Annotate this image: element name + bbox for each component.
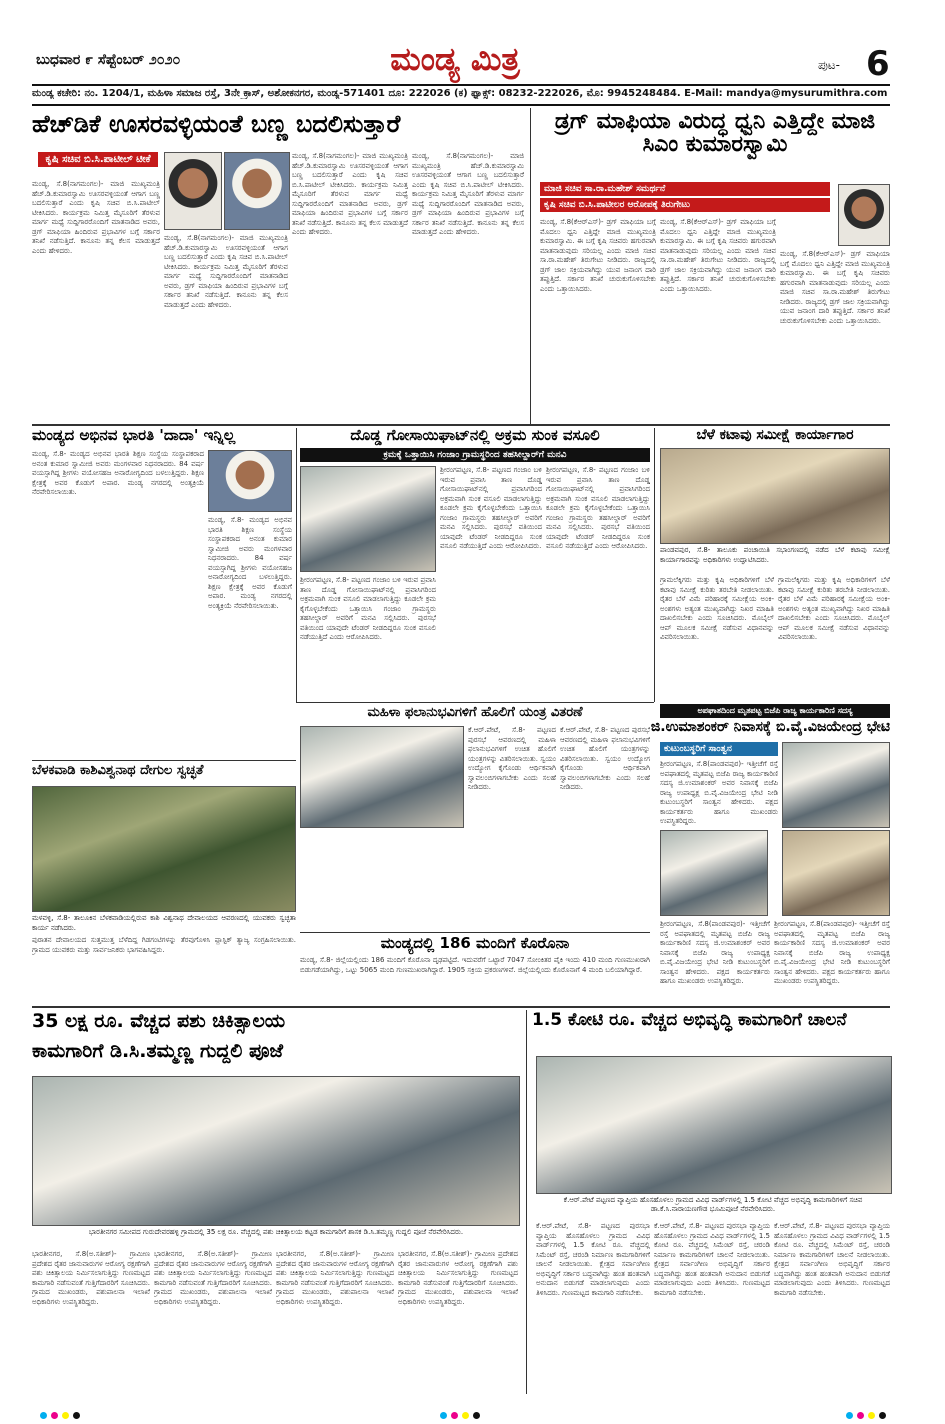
headline-gosaighat: ದೊಡ್ಡ ಗೋಸಾಯಿಘಾಟ್‌ನಲ್ಲಿ ಅಕ್ರಮ ಸುಂಕ ವಸೂಲಿ <box>350 426 600 444</box>
a12-body-col1: ಕೆ.ಆರ್.ಪೇಟೆ, ಸೆ.8- ಪಟ್ಟಣದ ಪುರಸಭಾ ವ್ಯಾಪ್ತಿಯ ಹೊಸಹೊಳಲು ಗ್ರಾಮದ ವಿವಿಧ ವಾರ್ಡ್‌ಗಳಲ್ಲಿ 1.5 ಕೋಟಿ ರೂ. ವೆಚ್ಚದಲ್ಲಿ ಸಿಮೆಂಟ್ ರಸ್ತೆ, ಚರಂಡಿ ನಿರ್ಮಾಣ ಕಾಮಗಾರಿಗಳಿಗೆ ಚಾಲನೆ ನೀಡಲಾಯಿತು. ಕ್ಷೇತ್ರದ ಸರ್ವಾಂಗೀಣ ಅಭಿವೃದ್ಧಿಗೆ ಸರ್ಕಾರ ಬದ್ಧವಾಗಿದ್ದು ಹಂತ ಹಂತವಾಗಿ ಅನುದಾನ ಬಿಡುಗಡೆ ಮಾಡಲಾಗುವುದು ಎಂದು ತಿಳಿಸಿದರು. ಗುಣಮಟ್ಟದ ಕಾಮಗಾರಿ ನಡೆಸಬೇಕು. <box>536 1222 650 1297</box>
a7-body: ಪುರಾತನ ದೇವಾಲಯದ ಸುತ್ತಮುತ್ತ ಬೆಳೆದಿದ್ದ ಗಿಡಗಂಟಿಗಳನ್ನು ತೆರವುಗೊಳಿಸಿ ಪ್ಲಾಸ್ಟಿಕ್ ತ್ಯಾಜ್ಯ ಸಂಗ್ರಹಿಸಲಾಯಿತು. ಗ್ರಾಮದ ಯುವಕರು ಮತ್ತು ಸಾರ್ವಜನಿಕರು ಭಾಗವಹಿಸಿದ್ದರು. <box>32 936 296 954</box>
photo-vijayendra-3 <box>782 830 890 916</box>
office-address: ಮಂಡ್ಯ ಕಚೇರಿ: ನಂ. 1204/1, ಮಹಿಳಾ ಸಮಾಜ ರಸ್ತೆ, 3ನೇ ಕ್ರಾಸ್, ಅಶೋಕನಗರ, ಮಂಡ್ಯ-571401 ದೂ: 222026 (ಕ) ಫ್ಯಾಕ್ಸ್: 08232-222026, ಮೊ: 9945248484. E-Mail: mandya@mysurumithra.com <box>32 88 888 99</box>
column-divider-4 <box>526 1010 527 1394</box>
photo-bc-patil <box>164 152 222 230</box>
column-divider <box>530 108 531 424</box>
a4-body-col3: ಶ್ರೀರಂಗಪಟ್ಟಣ, ಸೆ.8- ಪಟ್ಟಣದ ಗಂಜಾಂ ಬಳಿ ಇರುವ ಪ್ರವಾಸಿ ತಾಣ ದೊಡ್ಡ ಗೋಸಾಯಿಘಾಟ್‌ನಲ್ಲಿ ಪ್ರವಾಸಿಗರಿಂದ ಅಕ್ರಮವಾಗಿ ಸುಂಕ ವಸೂಲಿ ಮಾಡಲಾಗುತ್ತಿದ್ದು ಕೂಡಲೇ ಕ್ರಮ ಕೈಗೊಳ್ಳಬೇಕೆಂದು ಒತ್ತಾಯಿಸಿ ಗಂಜಾಂ ಗ್ರಾಮಸ್ಥರು ತಹಸೀಲ್ದಾರ್ ಅವರಿಗೆ ಮನವಿ ಸಲ್ಲಿಸಿದರು. ಪುರಸಭೆ ವತಿಯಿಂದ ಯಾವುದೇ ಟೆಂಡರ್ ನೀಡದಿದ್ದರೂ ಸುಂಕ ವಸೂಲಿ ನಡೆಯುತ್ತಿದೆ ಎಂದು ಆರೋಪಿಸಿದರು. <box>546 466 650 550</box>
a8-body: ಮಂಡ್ಯ, ಸೆ.8- ಜಿಲ್ಲೆಯಲ್ಲಿಂದು 186 ಮಂದಿಗೆ ಕೊರೊನಾ ದೃಢಪಟ್ಟಿದೆ. ಇದುವರೆಗೆ ಒಟ್ಟಾರೆ 7047 ಸೋಂಕಿತರ ಪೈಕಿ ಇಂದು 410 ಮಂದಿ ಗುಣಮುಖರಾಗಿ ಬಿಡುಗಡೆಯಾಗಿದ್ದು, ಒಟ್ಟು 5065 ಮಂದಿ ಗುಣಮುಖರಾಗಿದ್ದಾರೆ. 1905 ಸಕ್ರಿಯ ಪ್ರಕರಣಗಳಿವೆ. ಜಿಲ್ಲೆಯಲ್ಲಿಂದು ಕೊರೊನಾಗೆ 4 ಮಂದಿ ಬಲಿಯಾಗಿದ್ದಾರೆ. <box>300 956 650 974</box>
a1-body-col4: ಮಂಡ್ಯ, ಸೆ.8(ನಾಗಮಂಗಲ)- ಮಾಜಿ ಮುಖ್ಯಮಂತ್ರಿ ಹೆಚ್.ಡಿ.ಕುಮಾರಸ್ವಾಮಿ ಊಸರವಳ್ಳಿಯಂತೆ ಆಗಾಗ ಬಣ್ಣ ಬದಲಿಸುತ್ತಾರೆ ಎಂದು ಕೃಷಿ ಸಚಿವ ಬಿ.ಸಿ.ಪಾಟೀಲ್ ಟೀಕಿಸಿದರು. ಕಾರ್ಯಕ್ರಮ ನಿಮಿತ್ತ ಮೈಸೂರಿಗೆ ತೆರಳುವ ಮಾರ್ಗ ಮಧ್ಯೆ ಸುದ್ದಿಗಾರರೊಂದಿಗೆ ಮಾತನಾಡಿದ ಅವರು, ಡ್ರಗ್ ಮಾಫಿಯಾ ಹಿಂದಿರುವ ಪ್ರಭಾವಿಗಳ ಬಗ್ಗೆ ಸರ್ಕಾರ ತನಿಖೆ ನಡೆಸುತ್ತಿದೆ. ಕಾನೂನು ತನ್ನ ಕೆಲಸ ಮಾಡುತ್ತದೆ ಎಂದು ಹೇಳಿದರು. <box>412 152 524 236</box>
a9-tag: ಕುಟುಂಬಸ್ಥರಿಗೆ ಸಾಂತ್ವನ <box>660 742 778 756</box>
a4-body-col1: ಶ್ರೀರಂಗಪಟ್ಟಣ, ಸೆ.8- ಪಟ್ಟಣದ ಗಂಜಾಂ ಬಳಿ ಇರುವ ಪ್ರವಾಸಿ ತಾಣ ದೊಡ್ಡ ಗೋಸಾಯಿಘಾಟ್‌ನಲ್ಲಿ ಪ್ರವಾಸಿಗರಿಂದ ಅಕ್ರಮವಾಗಿ ಸುಂಕ ವಸೂಲಿ ಮಾಡಲಾಗುತ್ತಿದ್ದು ಕೂಡಲೇ ಕ್ರಮ ಕೈಗೊಳ್ಳಬೇಕೆಂದು ಒತ್ತಾಯಿಸಿ ಗಂಜಾಂ ಗ್ರಾಮಸ್ಥರು ತಹಸೀಲ್ದಾರ್ ಅವರಿಗೆ ಮನವಿ ಸಲ್ಲಿಸಿದರು. ಪುರಸಭೆ ವತಿಯಿಂದ ಯಾವುದೇ ಟೆಂಡರ್ ನೀಡದಿದ್ದರೂ ಸುಂಕ ವಸೂಲಿ ನಡೆಯುತ್ತಿದೆ ಎಂದು ಆರೋಪಿಸಿದರು. <box>300 576 436 641</box>
photo-sa-ra-mahesh <box>838 184 890 246</box>
photo-vijayendra-2 <box>660 830 768 916</box>
a2-body-col3: ಮಂಡ್ಯ, ಸೆ.8(ಕೆಆರ್‌ಎಸ್)- ಡ್ರಗ್ ಮಾಫಿಯಾ ಬಗ್ಗೆ ಮೊದಲು ಧ್ವನಿ ಎತ್ತಿದ್ದೇ ಮಾಜಿ ಮುಖ್ಯಮಂತ್ರಿ ಕುಮಾರಸ್ವಾಮಿ. ಈ ಬಗ್ಗೆ ಕೃಷಿ ಸಚಿವರು ಹಗುರವಾಗಿ ಮಾತನಾಡುವುದು ಸರಿಯಲ್ಲ ಎಂದು ಮಾಜಿ ಸಚಿವ ಸಾ.ರಾ.ಮಹೇಶ್ ತಿರುಗೇಟು ನೀಡಿದರು. ರಾಜ್ಯದಲ್ಲಿ ಡ್ರಗ್ ಜಾಲ ಸಕ್ರಿಯವಾಗಿದ್ದು ಯುವ ಜನಾಂಗ ದಾರಿ ತಪ್ಪುತ್ತಿದೆ. ಸರ್ಕಾರ ತನಿಖೆ ಚುರುಕುಗೊಳಿಸಬೇಕು ಎಂದು ಒತ್ತಾಯಿಸಿದರು. <box>780 250 890 325</box>
a1-body-col3: ಮಂಡ್ಯ, ಸೆ.8(ನಾಗಮಂಗಲ)- ಮಾಜಿ ಮುಖ್ಯಮಂತ್ರಿ ಹೆಚ್.ಡಿ.ಕುಮಾರಸ್ವಾಮಿ ಊಸರವಳ್ಳಿಯಂತೆ ಆಗಾಗ ಬಣ್ಣ ಬದಲಿಸುತ್ತಾರೆ ಎಂದು ಕೃಷಿ ಸಚಿವ ಬಿ.ಸಿ.ಪಾಟೀಲ್ ಟೀಕಿಸಿದರು. ಕಾರ್ಯಕ್ರಮ ನಿಮಿತ್ತ ಮೈಸೂರಿಗೆ ತೆರಳುವ ಮಾರ್ಗ ಮಧ್ಯೆ ಸುದ್ದಿಗಾರರೊಂದಿಗೆ ಮಾತನಾಡಿದ ಅವರು, ಡ್ರಗ್ ಮಾಫಿಯಾ ಹಿಂದಿರುವ ಪ್ರಭಾವಿಗಳ ಬಗ್ಗೆ ಸರ್ಕಾರ ತನಿಖೆ ನಡೆಸುತ್ತಿದೆ. ಕಾನೂನು ತನ್ನ ಕೆಲಸ ಮಾಡುತ್ತದೆ ಎಂದು ಹೇಳಿದರು. <box>292 152 408 236</box>
photo-development <box>536 1056 892 1194</box>
headline-vijayendra: ಜಿ.ಉಮಾಶಂಕರ್ ನಿವಾಸಕ್ಕೆ ಬಿ.ವೈ.ವಿಜಯೇಂದ್ರ ಭೇಟಿ <box>650 719 890 735</box>
a3-body-col2: ಮಂಡ್ಯ, ಸೆ.8- ಮಂಡ್ಯದ ಅಭಿನವ ಭಾರತಿ ಶಿಕ್ಷಣ ಸಂಸ್ಥೆಯ ಸಂಸ್ಥಾಪಕರಾದ ಅನಂತ ಕುಮಾರ ಸ್ವಾಮೀಜಿ ಅವರು ಮಂಗಳವಾರ ನಿಧನರಾದರು. 84 ವರ್ಷ ವಯಸ್ಸಾಗಿದ್ದ ಶ್ರೀಗಳು ವಯೋಸಹಜ ಅನಾರೋಗ್ಯದಿಂದ ಬಳಲುತ್ತಿದ್ದರು. ಶಿಕ್ಷಣ ಕ್ಷೇತ್ರಕ್ಕೆ ಅವರ ಕೊಡುಗೆ ಅಪಾರ. ಮಂಡ್ಯ ನಗರದಲ್ಲಿ ಅಂತ್ಯಕ್ರಿಯೆ ನೆರವೇರಿಸಲಾಯಿತು. <box>208 516 292 610</box>
a2-bullet-1: ಮಾಜಿ ಸಚಿವ ಸಾ.ರಾ.ಮಹೇಶ್ ಸಮರ್ಥನೆ <box>540 182 830 196</box>
photo-temple-cleaning <box>32 786 296 912</box>
photo-workshop <box>660 448 890 544</box>
photo-swamiji <box>208 450 292 512</box>
headline-covid: ಮಂಡ್ಯದಲ್ಲಿ 186 ಮಂದಿಗೆ ಕೊರೊನಾ <box>380 934 570 952</box>
a11-body-col2: ಭಾರತೀನಗರ, ಸೆ.8(ಅ.ಸತೀಶ್)- ಗ್ರಾಮೀಣ ಪ್ರದೇಶದ ರೈತರ ಜಾನುವಾರುಗಳ ಆರೋಗ್ಯ ರಕ್ಷಣೆಗಾಗಿ ಪಶು ಚಿಕಿತ್ಸಾಲಯ ನಿರ್ಮಿಸಲಾಗುತ್ತಿದ್ದು ಗುಣಮಟ್ಟದ ಕಾಮಗಾರಿ ನಡೆಸುವಂತೆ ಗುತ್ತಿಗೆದಾರರಿಗೆ ಸೂಚಿಸಿದರು. ಗ್ರಾಮದ ಮುಖಂಡರು, ಪಶುಪಾಲನಾ ಇಲಾಖೆ ಅಧಿಕಾರಿಗಳು ಉಪಸ್ಥಿತರಿದ್ದರು. <box>154 1250 272 1306</box>
headline-development: 1.5 ಕೋಟಿ ರೂ. ವೆಚ್ಚದ ಅಭಿವೃದ್ಧಿ ಕಾಮಗಾರಿಗೆ ಚಾಲನೆ <box>532 1010 847 1030</box>
a9-body-col3: ಶ್ರೀರಂಗಪಟ್ಟಣ, ಸೆ.8(ಪಾಂಡವಪುರ)- ಇತ್ತೀಚೆಗೆ ರಸ್ತೆ ಅಪಘಾತದಲ್ಲಿ ಮೃತಪಟ್ಟ ಬಿಜೆಪಿ ರಾಜ್ಯ ಕಾರ್ಯಕಾರಿಣಿ ಸದಸ್ಯ ಜಿ.ಉಮಾಶಂಕರ್ ಅವರ ನಿವಾಸಕ್ಕೆ ಬಿಜೆಪಿ ರಾಜ್ಯ ಉಪಾಧ್ಯಕ್ಷ ಬಿ.ವೈ.ವಿಜಯೇಂದ್ರ ಭೇಟಿ ನೀಡಿ ಕುಟುಂಬಸ್ಥರಿಗೆ ಸಾಂತ್ವನ ಹೇಳಿದರು. ಪಕ್ಷದ ಕಾರ್ಯಕರ್ತರು ಹಾಗೂ ಮುಖಂಡರು ಉಪಸ್ಥಿತರಿದ್ದರು. <box>774 920 890 985</box>
a5-body-col2: ಗ್ರಾಮಲೆಕ್ಕಿಗರು ಮತ್ತು ಕೃಷಿ ಅಧಿಕಾರಿಗಳಿಗೆ ಬೆಳೆ ಕಟಾವು ಸಮೀಕ್ಷೆ ಕುರಿತು ತರಬೇತಿ ನೀಡಲಾಯಿತು. ರೈತರ ಬೆಳೆ ವಿಮೆ ಪರಿಹಾರಕ್ಕೆ ಸಮೀಕ್ಷೆಯ ಅಂಕಿ-ಅಂಶಗಳು ಅತ್ಯಂತ ಮುಖ್ಯವಾಗಿದ್ದು ನಿಖರ ಮಾಹಿತಿ ದಾಖಲಿಸಬೇಕು ಎಂದು ಸೂಚಿಸಿದರು. ಮೊಬೈಲ್ ಆಪ್ ಮೂಲಕ ಸಮೀಕ್ಷೆ ನಡೆಸುವ ವಿಧಾನವನ್ನು ವಿವರಿಸಲಾಯಿತು. <box>778 576 890 641</box>
rule-a7 <box>32 760 296 761</box>
photo-vet-hospital <box>32 1076 520 1226</box>
a3-body-col1: ಮಂಡ್ಯ, ಸೆ.8- ಮಂಡ್ಯದ ಅಭಿನವ ಭಾರತಿ ಶಿಕ್ಷಣ ಸಂಸ್ಥೆಯ ಸಂಸ್ಥಾಪಕರಾದ ಅನಂತ ಕುಮಾರ ಸ್ವಾಮೀಜಿ ಅವರು ಮಂಗಳವಾರ ನಿಧನರಾದರು. 84 ವರ್ಷ ವಯಸ್ಸಾಗಿದ್ದ ಶ್ರೀಗಳು ವಯೋಸಹಜ ಅನಾರೋಗ್ಯದಿಂದ ಬಳಲುತ್ತಿದ್ದರು. ಶಿಕ್ಷಣ ಕ್ಷೇತ್ರಕ್ಕೆ ಅವರ ಕೊಡುಗೆ ಅಪಾರ. ಮಂಡ್ಯ ನಗರದಲ್ಲಿ ಅಂತ್ಯಕ್ರಿಯೆ ನೆರವೇರಿಸಲಾಯಿತು. <box>32 450 204 496</box>
a1-body-col2: ಮಂಡ್ಯ, ಸೆ.8(ನಾಗಮಂಗಲ)- ಮಾಜಿ ಮುಖ್ಯಮಂತ್ರಿ ಹೆಚ್.ಡಿ.ಕುಮಾರಸ್ವಾಮಿ ಊಸರವಳ್ಳಿಯಂತೆ ಆಗಾಗ ಬಣ್ಣ ಬದಲಿಸುತ್ತಾರೆ ಎಂದು ಕೃಷಿ ಸಚಿವ ಬಿ.ಸಿ.ಪಾಟೀಲ್ ಟೀಕಿಸಿದರು. ಕಾರ್ಯಕ್ರಮ ನಿಮಿತ್ತ ಮೈಸೂರಿಗೆ ತೆರಳುವ ಮಾರ್ಗ ಮಧ್ಯೆ ಸುದ್ದಿಗಾರರೊಂದಿಗೆ ಮಾತನಾಡಿದ ಅವರು, ಡ್ರಗ್ ಮಾಫಿಯಾ ಹಿಂದಿರುವ ಪ್ರಭಾವಿಗಳ ಬಗ್ಗೆ ಸರ್ಕಾರ ತನಿಖೆ ನಡೆಸುತ್ತಿದೆ. ಕಾನೂನು ತನ್ನ ಕೆಲಸ ಮಾಡುತ್ತದೆ ಎಂದು ಹೇಳಿದರು. <box>164 234 288 309</box>
a2-bullet-2: ಕೃಷಿ ಸಚಿವ ಬಿ.ಸಿ.ಪಾಟೀಲರ ಆರೋಪಕ್ಕೆ ತಿರುಗೇಟು <box>540 198 830 212</box>
photo-sewing-distribution <box>300 726 464 828</box>
rule-a8 <box>300 932 650 933</box>
a11-body-col3: ಭಾರತೀನಗರ, ಸೆ.8(ಅ.ಸತೀಶ್)- ಗ್ರಾಮೀಣ ಪ್ರದೇಶದ ರೈತರ ಜಾನುವಾರುಗಳ ಆರೋಗ್ಯ ರಕ್ಷಣೆಗಾಗಿ ಪಶು ಚಿಕಿತ್ಸಾಲಯ ನಿರ್ಮಿಸಲಾಗುತ್ತಿದ್ದು ಗುಣಮಟ್ಟದ ಕಾಮಗಾರಿ ನಡೆಸುವಂತೆ ಗುತ್ತಿಗೆದಾರರಿಗೆ ಸೂಚಿಸಿದರು. ಗ್ರಾಮದ ಮುಖಂಡರು, ಪಶುಪಾಲನಾ ಇಲಾಖೆ ಅಧಿಕಾರಿಗಳು ಉಪಸ್ಥಿತರಿದ್ದರು. <box>276 1250 394 1306</box>
rule-a6 <box>296 702 654 703</box>
headline-temple-cleaning: ಬೆಳಕವಾಡಿ ಕಾಶಿವಿಶ್ವನಾಥ ದೇಗುಲ ಸ್ವಚ್ಛತೆ <box>32 763 204 778</box>
a5-body-col1: ಗ್ರಾಮಲೆಕ್ಕಿಗರು ಮತ್ತು ಕೃಷಿ ಅಧಿಕಾರಿಗಳಿಗೆ ಬೆಳೆ ಕಟಾವು ಸಮೀಕ್ಷೆ ಕುರಿತು ತರಬೇತಿ ನೀಡಲಾಯಿತು. ರೈತರ ಬೆಳೆ ವಿಮೆ ಪರಿಹಾರಕ್ಕೆ ಸಮೀಕ್ಷೆಯ ಅಂಕಿ-ಅಂಶಗಳು ಅತ್ಯಂತ ಮುಖ್ಯವಾಗಿದ್ದು ನಿಖರ ಮಾಹಿತಿ ದಾಖಲಿಸಬೇಕು ಎಂದು ಸೂಚಿಸಿದರು. ಮೊಬೈಲ್ ಆಪ್ ಮೂಲಕ ಸಮೀಕ್ಷೆ ನಡೆಸುವ ವಿಧಾನವನ್ನು ವಿವರಿಸಲಾಯಿತು. <box>660 576 774 641</box>
newspaper-logo: ಮಂಡ್ಯ ಮಿತ್ರ <box>390 40 520 78</box>
headline-dada: ಮಂಡ್ಯದ ಅಭಿನವ ಭಾರತಿ 'ದಾದಾ' ಇನ್ನಿಲ್ಲ <box>32 426 236 444</box>
masthead-rule <box>32 84 890 86</box>
a6-body-col2: ಕೆ.ಆರ್.ಪೇಟೆ, ಸೆ.8- ಪಟ್ಟಣದ ಪುರಸಭೆ ಆವರಣದಲ್ಲಿ ಮಹಿಳಾ ಫಲಾನುಭವಿಗಳಿಗೆ ಉಚಿತ ಹೊಲಿಗೆ ಯಂತ್ರಗಳನ್ನು ವಿತರಿಸಲಾಯಿತು. ಸ್ವಯಂ ಉದ್ಯೋಗ ಕೈಗೊಂಡು ಆರ್ಥಿಕವಾಗಿ ಸ್ವಾವಲಂಬಿಗಳಾಗಬೇಕು ಎಂದು ಸಲಹೆ ನೀಡಿದರು. <box>560 726 650 791</box>
a7-caption: ಮಳವಳ್ಳಿ, ಸೆ.8- ತಾಲೂಕಿನ ಬೆಳಕವಾಡಿಯಲ್ಲಿರುವ ಕಾಶಿ ವಿಶ್ವನಾಥ ದೇವಾಲಯದ ಆವರಣದಲ್ಲಿ ಯುವಕರು ಸ್ವಚ್ಛತಾ ಕಾರ್ಯ ನಡೆಸಿದರು. <box>32 914 296 932</box>
a11-body-col1: ಭಾರತೀನಗರ, ಸೆ.8(ಅ.ಸತೀಶ್)- ಗ್ರಾಮೀಣ ಪ್ರದೇಶದ ರೈತರ ಜಾನುವಾರುಗಳ ಆರೋಗ್ಯ ರಕ್ಷಣೆಗಾಗಿ ಪಶು ಚಿಕಿತ್ಸಾಲಯ ನಿರ್ಮಿಸಲಾಗುತ್ತಿದ್ದು ಗುಣಮಟ್ಟದ ಕಾಮಗಾರಿ ನಡೆಸುವಂತೆ ಗುತ್ತಿಗೆದಾರರಿಗೆ ಸೂಚಿಸಿದರು. ಗ್ರಾಮದ ಮುಖಂಡರು, ಪಶುಪಾಲನಾ ಇಲಾಖೆ ಅಧಿಕಾರಿಗಳು ಉಪಸ್ಥಿತರಿದ್ದರು. <box>32 1250 150 1306</box>
page-label: ಪುಟ- <box>818 58 840 72</box>
photo-memorandum <box>300 466 436 572</box>
photo-vijayendra-1 <box>782 742 890 828</box>
address-rule <box>32 104 890 106</box>
page-number: 6 <box>866 44 890 84</box>
a1-body-col1: ಮಂಡ್ಯ, ಸೆ.8(ನಾಗಮಂಗಲ)- ಮಾಜಿ ಮುಖ್ಯಮಂತ್ರಿ ಹೆಚ್.ಡಿ.ಕುಮಾರಸ್ವಾಮಿ ಊಸರವಳ್ಳಿಯಂತೆ ಆಗಾಗ ಬಣ್ಣ ಬದಲಿಸುತ್ತಾರೆ ಎಂದು ಕೃಷಿ ಸಚಿವ ಬಿ.ಸಿ.ಪಾಟೀಲ್ ಟೀಕಿಸಿದರು. ಕಾರ್ಯಕ್ರಮ ನಿಮಿತ್ತ ಮೈಸೂರಿಗೆ ತೆರಳುವ ಮಾರ್ಗ ಮಧ್ಯೆ ಸುದ್ದಿಗಾರರೊಂದಿಗೆ ಮಾತನಾಡಿದ ಅವರು, ಡ್ರಗ್ ಮಾಫಿಯಾ ಹಿಂದಿರುವ ಪ್ರಭಾವಿಗಳ ಬಗ್ಗೆ ಸರ್ಕಾರ ತನಿಖೆ ನಡೆಸುತ್ತಿದೆ. ಕಾನೂನು ತನ್ನ ಕೆಲಸ ಮಾಡುತ್ತದೆ ಎಂದು ಹೇಳಿದರು. <box>32 180 160 255</box>
a12-body-col2: ಕೆ.ಆರ್.ಪೇಟೆ, ಸೆ.8- ಪಟ್ಟಣದ ಪುರಸಭಾ ವ್ಯಾಪ್ತಿಯ ಹೊಸಹೊಳಲು ಗ್ರಾಮದ ವಿವಿಧ ವಾರ್ಡ್‌ಗಳಲ್ಲಿ 1.5 ಕೋಟಿ ರೂ. ವೆಚ್ಚದಲ್ಲಿ ಸಿಮೆಂಟ್ ರಸ್ತೆ, ಚರಂಡಿ ನಿರ್ಮಾಣ ಕಾಮಗಾರಿಗಳಿಗೆ ಚಾಲನೆ ನೀಡಲಾಯಿತು. ಕ್ಷೇತ್ರದ ಸರ್ವಾಂಗೀಣ ಅಭಿವೃದ್ಧಿಗೆ ಸರ್ಕಾರ ಬದ್ಧವಾಗಿದ್ದು ಹಂತ ಹಂತವಾಗಿ ಅನುದಾನ ಬಿಡುಗಡೆ ಮಾಡಲಾಗುವುದು ಎಂದು ತಿಳಿಸಿದರು. ಗುಣಮಟ್ಟದ ಕಾಮಗಾರಿ ನಡೆಸಬೇಕು. <box>654 1222 770 1297</box>
a2-body-col1: ಮಂಡ್ಯ, ಸೆ.8(ಕೆಆರ್‌ಎಸ್)- ಡ್ರಗ್ ಮಾಫಿಯಾ ಬಗ್ಗೆ ಮೊದಲು ಧ್ವನಿ ಎತ್ತಿದ್ದೇ ಮಾಜಿ ಮುಖ್ಯಮಂತ್ರಿ ಕುಮಾರಸ್ವಾಮಿ. ಈ ಬಗ್ಗೆ ಕೃಷಿ ಸಚಿವರು ಹಗುರವಾಗಿ ಮಾತನಾಡುವುದು ಸರಿಯಲ್ಲ ಎಂದು ಮಾಜಿ ಸಚಿವ ಸಾ.ರಾ.ಮಹೇಶ್ ತಿರುಗೇಟು ನೀಡಿದರು. ರಾಜ್ಯದಲ್ಲಿ ಡ್ರಗ್ ಜಾಲ ಸಕ್ರಿಯವಾಗಿದ್ದು ಯುವ ಜನಾಂಗ ದಾರಿ ತಪ್ಪುತ್ತಿದೆ. ಸರ್ಕಾರ ತನಿಖೆ ಚುರುಕುಗೊಳಿಸಬೇಕು ಎಂದು ಒತ್ತಾಯಿಸಿದರು. <box>540 218 656 293</box>
print-marks-right <box>846 1404 890 1423</box>
a9-body-col2: ಶ್ರೀರಂಗಪಟ್ಟಣ, ಸೆ.8(ಪಾಂಡವಪುರ)- ಇತ್ತೀಚೆಗೆ ರಸ್ತೆ ಅಪಘಾತದಲ್ಲಿ ಮೃತಪಟ್ಟ ಬಿಜೆಪಿ ರಾಜ್ಯ ಕಾರ್ಯಕಾರಿಣಿ ಸದಸ್ಯ ಜಿ.ಉಮಾಶಂಕರ್ ಅವರ ನಿವಾಸಕ್ಕೆ ಬಿಜೆಪಿ ರಾಜ್ಯ ಉಪಾಧ್ಯಕ್ಷ ಬಿ.ವೈ.ವಿಜಯೇಂದ್ರ ಭೇಟಿ ನೀಡಿ ಕುಟುಂಬಸ್ಥರಿಗೆ ಸಾಂತ್ವನ ಹೇಳಿದರು. ಪಕ್ಷದ ಕಾರ್ಯಕರ್ತರು ಹಾಗೂ ಮುಖಂಡರು ಉಪಸ್ಥಿತರಿದ್ದರು. <box>660 920 770 985</box>
print-marks-center <box>440 1404 484 1423</box>
a9-body-col1: ಶ್ರೀರಂಗಪಟ್ಟಣ, ಸೆ.8(ಪಾಂಡವಪುರ)- ಇತ್ತೀಚೆಗೆ ರಸ್ತೆ ಅಪಘಾತದಲ್ಲಿ ಮೃತಪಟ್ಟ ಬಿಜೆಪಿ ರಾಜ್ಯ ಕಾರ್ಯಕಾರಿಣಿ ಸದಸ್ಯ ಜಿ.ಉಮಾಶಂಕರ್ ಅವರ ನಿವಾಸಕ್ಕೆ ಬಿಜೆಪಿ ರಾಜ್ಯ ಉಪಾಧ್ಯಕ್ಷ ಬಿ.ವೈ.ವಿಜಯೇಂದ್ರ ಭೇಟಿ ನೀಡಿ ಕುಟುಂಬಸ್ಥರಿಗೆ ಸಾಂತ್ವನ ಹೇಳಿದರು. ಪಕ್ಷದ ಕಾರ್ಯಕರ್ತರು ಹಾಗೂ ಮುಖಂಡರು ಉಪಸ್ಥಿತರಿದ್ದರು. <box>660 760 778 825</box>
column-divider-3 <box>654 428 655 702</box>
headline-vet-hospital-1: 35 ಲಕ್ಷ ರೂ. ವೆಚ್ಚದ ಪಶು ಚಿಕಿತ್ಸಾಲಯ <box>32 1010 286 1032</box>
headline-vet-hospital-2: ಕಾಮಗಾರಿಗೆ ಡಿ.ಸಿ.ತಮ್ಮಣ್ಣ ಗುದ್ದಲಿ ಪೂಜೆ <box>32 1040 284 1062</box>
section-rule-2 <box>32 1006 890 1008</box>
a6-body-col1: ಕೆ.ಆರ್.ಪೇಟೆ, ಸೆ.8- ಪಟ್ಟಣದ ಪುರಸಭೆ ಆವರಣದಲ್ಲಿ ಮಹಿಳಾ ಫಲಾನುಭವಿಗಳಿಗೆ ಉಚಿತ ಹೊಲಿಗೆ ಯಂತ್ರಗಳನ್ನು ವಿತರಿಸಲಾಯಿತು. ಸ್ವಯಂ ಉದ್ಯೋಗ ಕೈಗೊಂಡು ಆರ್ಥಿಕವಾಗಿ ಸ್ವಾವಲಂಬಿಗಳಾಗಬೇಕು ಎಂದು ಸಲಹೆ ನೀಡಿದರು. <box>468 726 556 791</box>
photo-hdk <box>224 152 290 230</box>
a4-body-col2: ಶ್ರೀರಂಗಪಟ್ಟಣ, ಸೆ.8- ಪಟ್ಟಣದ ಗಂಜಾಂ ಬಳಿ ಇರುವ ಪ್ರವಾಸಿ ತಾಣ ದೊಡ್ಡ ಗೋಸಾಯಿಘಾಟ್‌ನಲ್ಲಿ ಪ್ರವಾಸಿಗರಿಂದ ಅಕ್ರಮವಾಗಿ ಸುಂಕ ವಸೂಲಿ ಮಾಡಲಾಗುತ್ತಿದ್ದು ಕೂಡಲೇ ಕ್ರಮ ಕೈಗೊಳ್ಳಬೇಕೆಂದು ಒತ್ತಾಯಿಸಿ ಗಂಜಾಂ ಗ್ರಾಮಸ್ಥರು ತಹಸೀಲ್ದಾರ್ ಅವರಿಗೆ ಮನವಿ ಸಲ್ಲಿಸಿದರು. ಪುರಸಭೆ ವತಿಯಿಂದ ಯಾವುದೇ ಟೆಂಡರ್ ನೀಡದಿದ್ದರೂ ಸುಂಕ ವಸೂಲಿ ನಡೆಯುತ್ತಿದೆ ಎಂದು ಆರೋಪಿಸಿದರು. <box>440 466 542 550</box>
headline-hdk: ಹೆಚ್‌ಡಿಕೆ ಊಸರವಳ್ಳಿಯಂತೆ ಬಣ್ಣ ಬದಲಿಸುತ್ತಾರೆ <box>32 110 401 138</box>
a1-tag: ಕೃಷಿ ಸಚಿವ ಬಿ.ಸಿ.ಪಾಟೀಲ್ ಟೀಕೆ <box>38 152 158 167</box>
column-divider-2 <box>296 428 297 702</box>
print-marks-left <box>40 1404 84 1423</box>
a4-subhead: ಕ್ರಮಕ್ಕೆ ಒತ್ತಾಯಿಸಿ ಗಂಜಾಂ ಗ್ರಾಮಸ್ಥರಿಂದ ತಹಸೀಲ್ದಾರ್‌ಗೆ ಮನವಿ <box>300 448 650 462</box>
headline-drug-mafia: ಡ್ರಗ್ ಮಾಫಿಯಾ ವಿರುದ್ಧ ಧ್ವನಿ ಎತ್ತಿದ್ದೇ ಮಾಜಿ ಸಿಎಂ ಕುಮಾರಸ್ವಾಮಿ <box>554 109 876 158</box>
a11-caption: ಭಾರತೀನಗರ ಸಮೀಪದ ಗುರುದೇವರಹಳ್ಳಿ ಗ್ರಾಮದಲ್ಲಿ 35 ಲಕ್ಷ ರೂ. ವೆಚ್ಚದಲ್ಲಿ ಪಶು ಚಿಕಿತ್ಸಾಲಯ ಕಟ್ಟಡ ಕಾಮಗಾರಿಗೆ ಶಾಸಕ ಡಿ.ಸಿ.ತಮ್ಮಣ್ಣ ಗುದ್ದಲಿ ಪೂಜೆ ನೆರವೇರಿಸಿದರು. <box>88 1228 464 1236</box>
a11-body-col4: ಭಾರತೀನಗರ, ಸೆ.8(ಅ.ಸತೀಶ್)- ಗ್ರಾಮೀಣ ಪ್ರದೇಶದ ರೈತರ ಜಾನುವಾರುಗಳ ಆರೋಗ್ಯ ರಕ್ಷಣೆಗಾಗಿ ಪಶು ಚಿಕಿತ್ಸಾಲಯ ನಿರ್ಮಿಸಲಾಗುತ್ತಿದ್ದು ಗುಣಮಟ್ಟದ ಕಾಮಗಾರಿ ನಡೆಸುವಂತೆ ಗುತ್ತಿಗೆದಾರರಿಗೆ ಸೂಚಿಸಿದರು. ಗ್ರಾಮದ ಮುಖಂಡರು, ಪಶುಪಾಲನಾ ಇಲಾಖೆ ಅಧಿಕಾರಿಗಳು ಉಪಸ್ಥಿತರಿದ್ದರು. <box>398 1250 518 1306</box>
a2-body-col2: ಮಂಡ್ಯ, ಸೆ.8(ಕೆಆರ್‌ಎಸ್)- ಡ್ರಗ್ ಮಾಫಿಯಾ ಬಗ್ಗೆ ಮೊದಲು ಧ್ವನಿ ಎತ್ತಿದ್ದೇ ಮಾಜಿ ಮುಖ್ಯಮಂತ್ರಿ ಕುಮಾರಸ್ವಾಮಿ. ಈ ಬಗ್ಗೆ ಕೃಷಿ ಸಚಿವರು ಹಗುರವಾಗಿ ಮಾತನಾಡುವುದು ಸರಿಯಲ್ಲ ಎಂದು ಮಾಜಿ ಸಚಿವ ಸಾ.ರಾ.ಮಹೇಶ್ ತಿರುಗೇಟು ನೀಡಿದರು. ರಾಜ್ಯದಲ್ಲಿ ಡ್ರಗ್ ಜಾಲ ಸಕ್ರಿಯವಾಗಿದ್ದು ಯುವ ಜನಾಂಗ ದಾರಿ ತಪ್ಪುತ್ತಿದೆ. ಸರ್ಕಾರ ತನಿಖೆ ಚುರುಕುಗೊಳಿಸಬೇಕು ಎಂದು ಒತ್ತಾಯಿಸಿದರು. <box>660 218 776 293</box>
headline-crop-survey: ಬೆಳೆ ಕಟಾವು ಸಮೀಕ್ಷೆ ಕಾರ್ಯಾಗಾರ <box>696 427 854 443</box>
a12-body-col3: ಕೆ.ಆರ್.ಪೇಟೆ, ಸೆ.8- ಪಟ್ಟಣದ ಪುರಸಭಾ ವ್ಯಾಪ್ತಿಯ ಹೊಸಹೊಳಲು ಗ್ರಾಮದ ವಿವಿಧ ವಾರ್ಡ್‌ಗಳಲ್ಲಿ 1.5 ಕೋಟಿ ರೂ. ವೆಚ್ಚದಲ್ಲಿ ಸಿಮೆಂಟ್ ರಸ್ತೆ, ಚರಂಡಿ ನಿರ್ಮಾಣ ಕಾಮಗಾರಿಗಳಿಗೆ ಚಾಲನೆ ನೀಡಲಾಯಿತು. ಕ್ಷೇತ್ರದ ಸರ್ವಾಂಗೀಣ ಅಭಿವೃದ್ಧಿಗೆ ಸರ್ಕಾರ ಬದ್ಧವಾಗಿದ್ದು ಹಂತ ಹಂತವಾಗಿ ಅನುದಾನ ಬಿಡುಗಡೆ ಮಾಡಲಾಗುವುದು ಎಂದು ತಿಳಿಸಿದರು. ಗುಣಮಟ್ಟದ ಕಾಮಗಾರಿ ನಡೆಸಬೇಕು. <box>774 1222 890 1297</box>
a12-caption: ಕೆ.ಆರ್.ಪೇಟೆ ಪಟ್ಟಣದ ವ್ಯಾಪ್ತಿಯ ಹೊಸಹೊಳಲು ಗ್ರಾಮದ ವಿವಿಧ ವಾರ್ಡ್‌ಗಳಲ್ಲಿ 1.5 ಕೋಟಿ ವೆಚ್ಚದ ಅಭಿವೃದ್ಧಿ ಕಾಮಗಾರಿಗಳಿಗೆ ಸಚಿವ ಡಾ.ಕೆ.ಸಿ.ನಾರಾಯಣಗೌಡ ಭೂಮಿಪೂಜೆ ನೆರವೇರಿಸಿದರು. <box>563 1196 863 1213</box>
a5-caption: ಪಾಂಡವಪುರ, ಸೆ.8- ತಾಲೂಕು ಪಂಚಾಯಿತಿ ಸಭಾಂಗಣದಲ್ಲಿ ನಡೆದ ಬೆಳೆ ಕಟಾವು ಸಮೀಕ್ಷೆ ಕಾರ್ಯಾಗಾರವನ್ನು ಅಧಿಕಾರಿಗಳು ಉದ್ಘಾಟಿಸಿದರು. <box>660 546 890 564</box>
a9-kicker: ಅಪಘಾತದಿಂದ ಮೃತಪಟ್ಟ ಬಿಜೆಪಿ ರಾಜ್ಯ ಕಾರ್ಯಕಾರಿಣಿ ಸದಸ್ಯ <box>660 704 890 718</box>
issue-date: ಬುಧವಾರ ೯ ಸೆಪ್ಟೆಂಬರ್ ೨೦೨೦ <box>36 52 181 68</box>
headline-sewing-machine: ಮಹಿಳಾ ಫಲಾನುಭವಿಗಳಿಗೆ ಹೊಲಿಗೆ ಯಂತ್ರ ವಿತರಣೆ <box>367 705 583 720</box>
